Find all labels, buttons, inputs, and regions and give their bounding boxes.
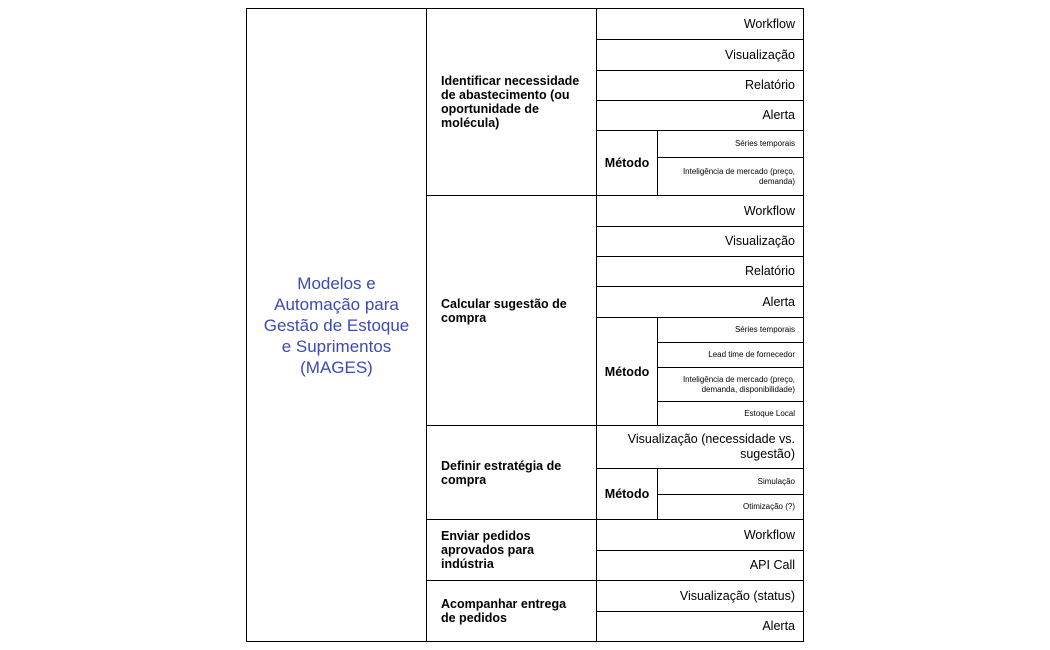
method-item [657,342,804,368]
method-item [657,130,804,158]
output-node [596,425,804,469]
output-node [596,550,804,581]
task-node [426,8,597,196]
output-label: Workflow [743,16,795,31]
method-item-label: Otimização (?) [742,502,795,511]
output-node [596,286,804,318]
method-item [657,494,804,520]
output-label: Visualização [725,47,795,62]
task-label: Calcular sugestão de compra [441,296,567,325]
task-node [426,195,597,426]
output-label: API Call [749,558,795,572]
output-label: Alerta [762,108,795,122]
task-label: Definir estratégia de compra [441,458,562,487]
method-item-label: Séries temporais [734,139,795,148]
output-node [596,70,804,101]
output-label: Workflow [743,527,795,542]
output-node [596,226,804,257]
method-node [596,468,658,520]
method-label: Método [604,156,650,170]
method-item [657,401,804,426]
method-label: Método [604,487,650,501]
output-label: Visualização [725,234,795,248]
output-node [596,39,804,71]
output-label: Workflow [743,203,795,218]
method-item [657,157,804,196]
output-node [596,8,804,40]
method-item-label: Lead time de fornecedor [708,350,795,359]
task-node [426,580,597,642]
method-item [657,468,804,495]
method-item [657,317,804,343]
task-label: Enviar pedidos aprovados para indústria [441,529,535,571]
method-item-label: Estoque Local [744,408,795,418]
method-node [596,130,658,196]
method-node [596,317,658,426]
output-node [596,100,804,131]
method-label: Método [604,364,650,379]
output-label: Relatório [744,264,795,278]
task-label: Identificar necessidade de abastecimento (ou oportunidade de molécula) [441,74,580,130]
output-label: Visualização (status) [679,588,795,603]
task-node [426,425,597,520]
task-node [426,519,597,581]
output-node [596,580,804,612]
method-item-label: Séries temporais [734,325,795,334]
task-label: Acompanhar entrega de pedidos [441,597,567,625]
output-label: Alerta [762,294,795,309]
method-item-label: Simulação [757,476,795,486]
output-label: Visualização (necessidade vs. sugestão) [627,432,795,461]
root-title: Modelos e Automação para Gestão de Estoque e Suprimentos (MAGES) [263,273,410,377]
output-node [596,519,804,551]
method-item-label: Inteligência de mercado (preço, demanda, disponibilidade) [682,374,795,394]
output-node [596,256,804,287]
method-item-label: Inteligência de mercado (preço, demanda) [682,166,795,186]
output-node [596,195,804,227]
output-label: Relatório [744,78,795,92]
method-item [657,367,804,402]
output-node [596,611,804,642]
output-label: Alerta [762,619,795,633]
root-node [246,8,427,642]
